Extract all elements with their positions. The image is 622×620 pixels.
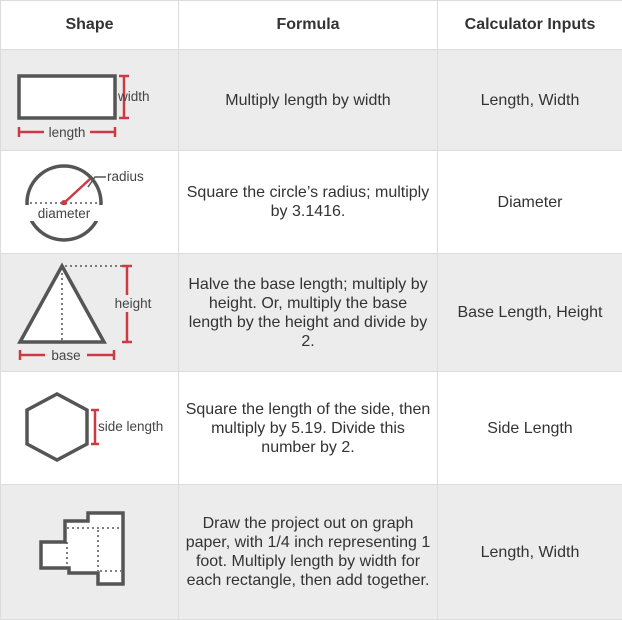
table-row-triangle	[1, 254, 622, 372]
formula-cell: Square the length of the side, then multiply by 5.19. Divide this number by 2.	[179, 372, 438, 485]
shape-cell	[1, 50, 179, 151]
height-label: height	[114, 296, 151, 311]
inputs-cell: Side Length	[438, 372, 622, 485]
shape-cell	[1, 151, 179, 254]
inputs-cell: Length, Width	[438, 485, 622, 620]
table-row-circle	[1, 151, 622, 254]
rectangle-diagram	[10, 55, 170, 145]
side-length-label: side length	[98, 419, 163, 434]
length-label: length	[48, 125, 85, 140]
inputs-cell: Diameter	[438, 151, 622, 254]
inputs-cell: Base Length, Height	[438, 254, 622, 372]
base-label: base	[51, 348, 80, 363]
table-row-rectangle	[1, 50, 622, 151]
hexagon-diagram	[6, 378, 174, 478]
formula-cell: Multiply length by width	[179, 50, 438, 151]
shape-cell	[1, 372, 179, 485]
shape-cell	[1, 485, 179, 620]
formula-cell: Halve the base length; multiply by height. Or, multiply the base length by the height and divide by 2.	[179, 254, 438, 372]
header-formula: Formula	[179, 1, 438, 50]
inputs-cell: Length, Width	[438, 50, 622, 151]
diameter-label: diameter	[37, 206, 90, 221]
radius-label: radius	[107, 169, 144, 184]
header-calculator-inputs: Calculator Inputs	[438, 1, 622, 50]
header-shape: Shape	[1, 1, 179, 50]
table-row-hexagon	[1, 372, 622, 485]
irregular-shape-diagram	[10, 497, 170, 607]
formula-cell: Square the circle’s radius; multiply by 3.1416.	[179, 151, 438, 254]
triangle-diagram	[10, 258, 170, 368]
shape-cell	[1, 254, 179, 372]
formula-cell: Draw the project out on graph paper, with 1/4 inch representing 1 foot. Multiply length by width for each rectangle, then add together.	[179, 485, 438, 620]
circle-diagram	[10, 157, 170, 247]
width-label: width	[117, 89, 150, 104]
table-row-irregular	[1, 485, 622, 620]
header-row	[1, 1, 622, 50]
